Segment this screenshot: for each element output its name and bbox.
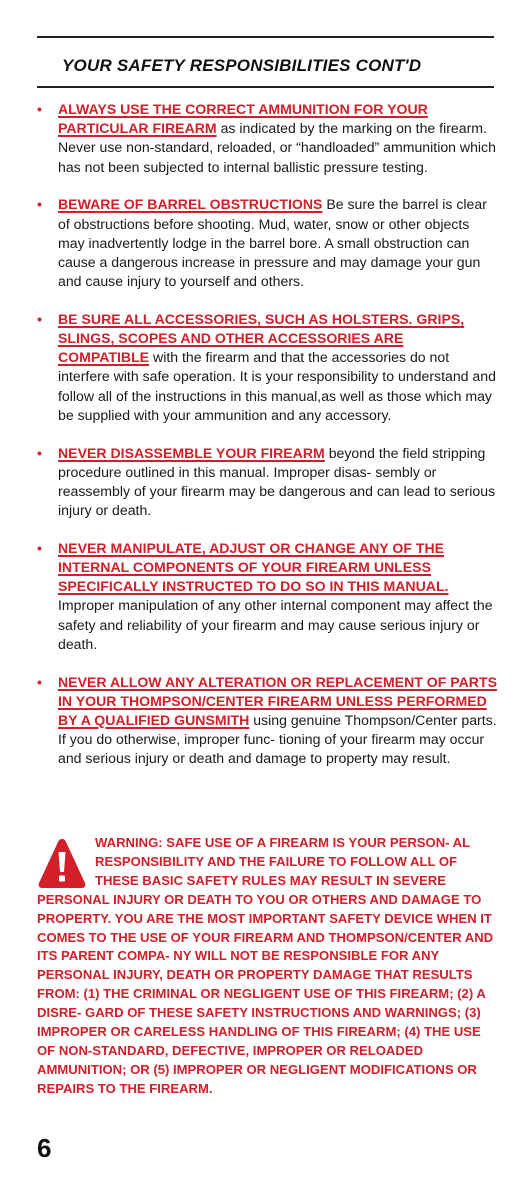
bullet-icon: •	[37, 673, 42, 690]
list-item	[37, 444, 497, 521]
page-number: 6	[37, 1133, 52, 1163]
rule-body: as indicated by the marking on the firearm. Never use non-standard, reloaded, or “handloaded” ammunition which has not been subjected to internal ballistic pressure testing.	[58, 120, 496, 175]
rule-body: using genuine Thompson/Center parts. If you do otherwise, improper func- tioning of your firearm may occur and serious injury or death and damage to property may result.	[58, 711, 497, 767]
rule-heading: ALWAYS USE THE CORRECT AMMUNITION FOR YOUR PARTICULAR FIREARM	[58, 101, 428, 137]
list-item	[37, 310, 497, 425]
bullet-icon: •	[37, 539, 42, 556]
rule-heading: BE SURE ALL ACCESSORIES, SUCH AS HOLSTERS. GRIPS, SLINGS, SCOPES AND OTHER ACCESSORIES ARE COMPATIBLE	[58, 310, 465, 366]
bullet-icon: •	[37, 101, 42, 117]
list-item	[37, 673, 497, 769]
warning-text: WARNING: SAFE USE OF A FIREARM IS YOUR PERSON- AL RESPONSIBILITY AND THE FAILURE TO FOLLOW ALL OF THESE BASIC SAFETY RULES MAY RESULT IN SEVERE PERSONAL INJURY OR DEATH TO YOU OR OTHERS AND DAMAGE TO PROPERTY. YOU ARE THE MOST IMPORTANT SAFETY DEVICE WHEN IT COMES TO THE USE OF YOUR FIREARM AND THOMPSON/CENTER AND ITS PARENT COMPA- NY WILL NOT BE RESPONSIBLE FOR ANY PERSONAL INJURY, DEATH OR PROPERTY DAMAGE THAT RESULTS FROM: (1) THE CRIMINAL OR NEGLIGENT USE OF THIS FIREARM; (2) A DISRE- GARD OF THESE SAFETY INSTRUCTIONS AND WARNINGS; (3) IMPROPER OR CARELESS HANDLING OF THIS FIREARM; (4) THE USE OF NON-STANDARD, DEFECTIVE, IMPROPER OR RELOADED AMMUNITION; OR (5) IMPROPER OR NEGLIGENT MODIFICATIONS OR REPAIRS TO THE FIREARM.	[37, 835, 494, 1096]
rule-body: Improper manipulation of any other internal component may affect the safety and reliability of your firearm and may cause serious injury or death.	[58, 597, 493, 652]
list-item	[37, 100, 497, 177]
rule-body: Be sure the barrel is clear of obstructions before shooting. Mud, water, snow or other objects may inadvertently lodge in the barrel bore. A small obstruction can cause a dangerous increase in pressure and may damage your gun and cause injury to yourself and others.	[58, 196, 487, 290]
rule-body: with the firearm and that the accessories do not interfere with safe operation. It is your responsibility to understand and follow all of the instructions in this manual,as well as those which may be supplied with your ammunition and any accessory.	[58, 349, 496, 423]
page-title: YOUR SAFETY RESPONSIBILITIES CONT'D	[62, 56, 422, 75]
rule-heading: NEVER DISASSEMBLE YOUR FIREARM	[58, 444, 325, 461]
list-item	[37, 195, 497, 291]
bullet-icon: •	[37, 444, 42, 461]
rule-body: beyond the field stripping procedure outlined in this manual. Improper disas- sembly or reassembly of your firearm may be dangerous and can lead to serious injury or death.	[58, 444, 496, 519]
rule-heading: NEVER ALLOW ANY ALTERATION OR REPLACEMENT OF PARTS IN YOUR THOMPSON/CENTER FIREARM UNLESS PERFORMED BY A QUALIFIED GUNSMITH	[58, 673, 497, 728]
rule-heading: BEWARE OF BARREL OBSTRUCTIONS	[58, 196, 323, 213]
warning-block	[37, 834, 497, 1099]
bullet-icon: •	[37, 310, 42, 327]
header-bottom-rule	[37, 86, 494, 88]
rule-heading: NEVER MANIPULATE, ADJUST OR CHANGE ANY OF THE INTERNAL COMPONENTS OF YOUR FIREARM UNLESS SPECIFICALLY INSTRUCTED TO DO SO IN THIS MANUAL.	[58, 539, 449, 595]
header-top-rule	[37, 36, 494, 38]
bullet-icon: •	[37, 196, 42, 213]
list-item	[37, 539, 497, 654]
safety-rules-list	[37, 100, 497, 787]
warning-triangle-icon	[37, 836, 87, 890]
